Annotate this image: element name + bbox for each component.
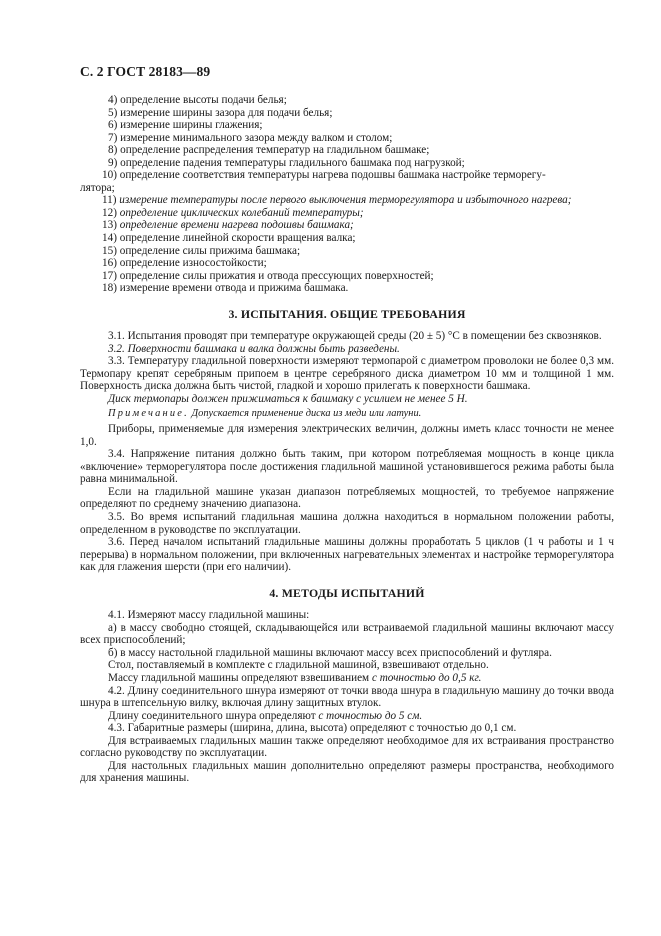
page-header: С. 2 ГОСТ 28183—89 [80,64,211,79]
paragraph-4-3: 4.3. Габаритные размеры (ширина, длина, высота) определяют с точностью до 0,1 см. [108,722,517,735]
paragraph-4-2-length: Длину соединительного шнура определяют с точностью до 5 см. [108,709,423,722]
list-item: 17) определение силы прижатия и отвода прессующих поверхностей; [102,269,434,282]
paragraph-4-3-builtin: Для встраиваемых гладильных машин также определяют необходимое для их встраивания пространство согласно руководству по эксплуатации. [80,734,614,760]
list-item: 6) измерение ширины глажения; [108,119,263,132]
paragraph-3-4: 3.4. Напряжение питания должно быть таким, при котором потребляемая мощность в конце цикла «включение» терморегулятора после достижения гладильной машиной установившегося режима работы была равна минимальной. [80,448,614,486]
paragraph-3-6: 3.6. Перед началом испытаний гладильные машины должны проработать 5 циклов (1 ч работы и 1 ч перерыва) в нормальном положении, при включенных нагревательных элементах и настройке терморегулятора как для глажения шерсти (при его наличии). [80,536,614,574]
note [80,408,614,421]
paragraph-4-1-a: а) в массу свободно стоящей, складывающейся или встраиваемой гладильной машины включают массу всех приспособлений; [80,621,614,647]
section-3-title: 3. ИСПЫТАНИЯ. ОБЩИЕ ТРЕБОВАНИЯ [228,306,466,321]
list-item: 8) определение распределения температур на гладильном башмаке; [108,144,430,157]
list-item: 5) измерение ширины зазора для подачи белья; [108,106,333,119]
document-body [80,94,614,785]
paragraph-4-1-table: Стол, поставляемый в комплекте с гладильной машиной, взвешивают отдельно. [108,659,489,672]
list-item: 10) определение соответствия температуры нагрева подошвы башмака настройке терморегу- [102,169,546,182]
list-item: 13) определение времени нагрева подошвы башмака; [102,219,354,232]
list-item: 14) определение линейной скорости вращения валка; [102,232,356,245]
paragraph-4-1-mass: Массу гладильной машины определяют взвешиванием с точностью до 0,5 кг. [108,671,482,684]
section-4-title: 4. МЕТОДЫ ИСПЫТАНИЙ [269,585,425,600]
paragraph-3-2: 3.2. Поверхности башмака и валка должны быть разведены. [108,342,400,355]
paragraph-3-1: 3.1. Испытания проводят при температуре окружающей среды (20 ± 5) °С в помещении без сквозняков. [108,330,602,343]
paragraph-4-1: 4.1. Измеряют массу гладильной машины: [108,609,310,622]
list-item: 11) измерение температуры после первого выключения терморегулятора и избыточного нагрева; [102,194,572,207]
list-item: 9) определение падения температуры гладильного башмака под нагрузкой; [108,156,465,169]
paragraph-4-2: 4.2. Длину соединительного шнура измеряют от точки ввода шнура в гладильную машину до точки ввода шнура в штепсельную вилку, включая длину защитных втулок. [80,684,614,710]
list-item: 18) измерение времени отвода и прижима башмака. [102,282,349,295]
list-item: 4) определение высоты подачи белья; [108,94,287,106]
list-item-continuation: лятора; [80,181,115,194]
paragraph-3-4-range: Если на гладильной машине указан диапазон потребляемых мощностей, то требуемое напряжение определяют по среднему значению диапазона. [80,485,614,511]
paragraph-3-3-instruments: Приборы, применяемые для измерения электрических величин, должны иметь класс точности не менее 1,0. [80,423,614,448]
note-text: Допускается применение диска из меди или латуни. [191,407,422,419]
paragraph-4-3-tabletop: Для настольных гладильных машин дополнительно определяют размеры пространства, необходимого для хранения машины. [80,759,614,785]
list-item: 12) определение циклических колебаний температуры; [102,206,364,219]
paragraph-3-3-disk: Диск термопары должен прижиматься к башмаку с усилием не менее 5 Н. [108,393,468,406]
list-item: 16) определение износостойкости; [102,257,267,270]
paragraph-3-3: 3.3. Температуру гладильной поверхности измеряют термопарой с диаметром проволоки не более 0,3 мм. Термопару крепят серебряным припоем в центре серебряного диска диаметром 10 мм и толщиной 1 мм. Поверхность диска должна быть чистой, гладкой и хорошо прилегать к поверхности башмака. [80,355,614,393]
test-list [80,94,614,295]
note-label: Примечание. [108,407,189,419]
list-item: 7) измерение минимального зазора между валком и столом; [108,131,393,144]
paragraph-4-1-b: б) в массу настольной гладильной машины включают массу всех приспособлений и футляра. [108,646,552,659]
paragraph-3-5: 3.5. Во время испытаний гладильная машина должна находиться в нормальном положении работы, определенном в руководстве по эксплуатации. [80,510,614,536]
list-item: 15) определение силы прижима башмака; [102,244,301,257]
